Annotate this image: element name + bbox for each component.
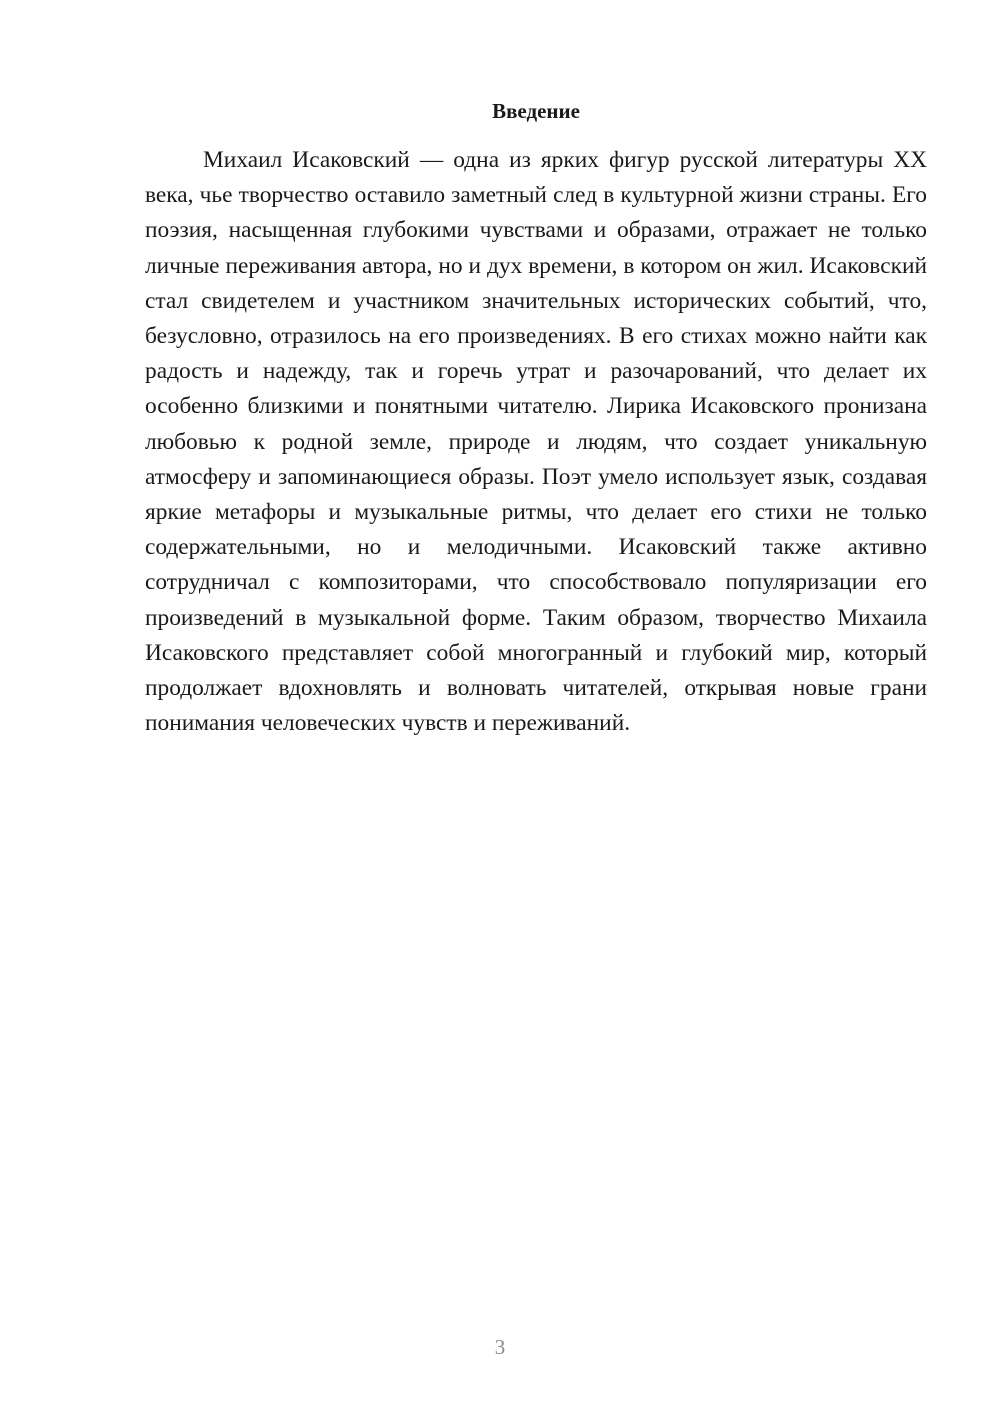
body-paragraph: Михаил Исаковский — одна из ярких фигур русской литературы XX века, чье творчество оставило заметный след в культурной жизни страны. Его поэзия, насыщенная глубокими чувствами и образами, отражает не только личные переживания автора, но и дух времени, в котором он жил. Исаковский стал свидетелем и участником значительных исторических событий, что, безусловно, отразилось на его произведениях. В его стихах можно найти как радость и надежду, так и горечь утрат и разочарований, что делает их особенно близкими и понятными читателю. Лирика Исаковского пронизана любовью к родной земле, природе и людям, что создает уникальную атмосферу и запоминающиеся образы. Поэт умело использует язык, создавая яркие метафоры и музыкальные ритмы, что делает его стихи не только содержательными, но и мелодичными. Исаковский также активно сотрудничал с композиторами, что способствовало популяризации его произведений в музыкальной форме. Таким образом, творчество Михаила Исаковского представляет собой многогранный и глубокий мир, который продолжает вдохновлять и волновать читателей, открывая новые грани понимания человеческих чувств и переживаний. bbox=[145, 147, 927, 737]
section-heading: Введение bbox=[492, 99, 580, 123]
page-number: 3 bbox=[494, 1335, 506, 1359]
